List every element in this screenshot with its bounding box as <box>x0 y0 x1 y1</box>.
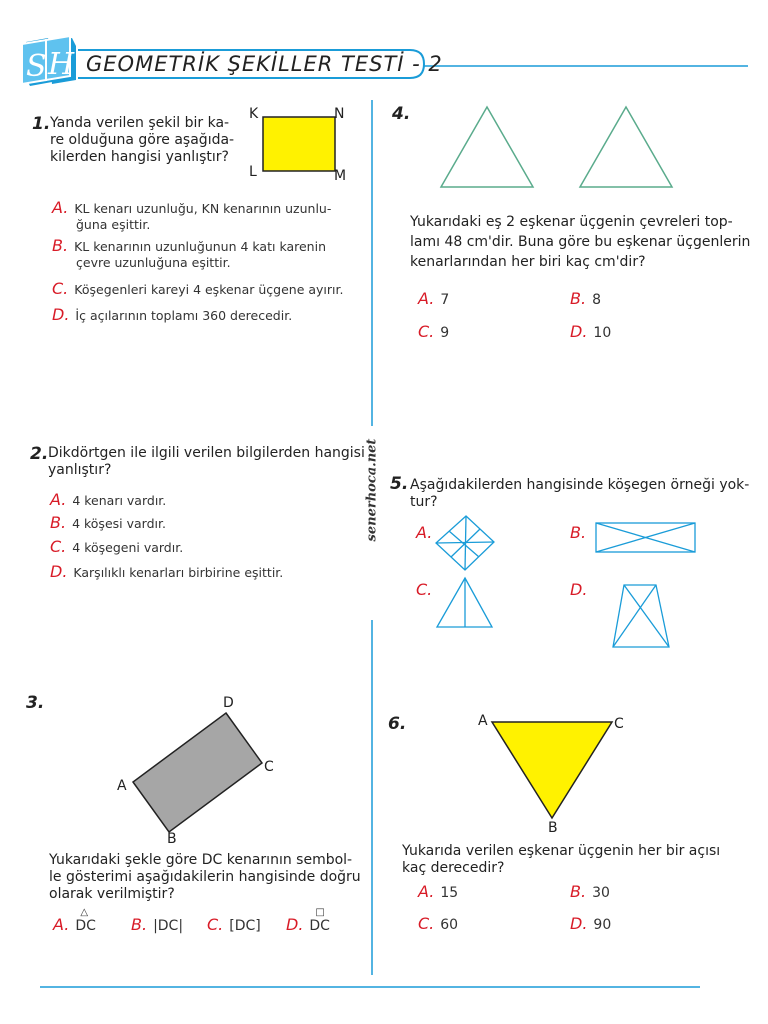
option-b[interactable]: B. 4 köşesi vardır. <box>50 513 166 532</box>
option-d[interactable]: D. 90 <box>570 914 612 933</box>
option-d[interactable]: D. İç açılarının toplamı 360 derecedir. <box>52 305 293 324</box>
vertex-label-c: C <box>614 716 624 732</box>
vertex-label-m: M <box>334 168 347 184</box>
page-title: GEOMETRİK ŞEKİLLER TESTİ - 2 <box>86 52 443 76</box>
question-text: Yukarıdaki eş 2 eşkenar üçgenin çevreleri top- lamı 48 cm'dir. Buna göre bu eşkenar üçgenlerin kenarlarından her biri kaç cm'dir? <box>410 214 751 270</box>
option-c[interactable]: C. 60 <box>418 914 459 933</box>
question-text: Yukarıda verilen eşkenar üçgenin her bir açısı kaç derecedir? <box>402 843 721 876</box>
svg-text:S: S <box>26 49 47 84</box>
option-c[interactable]: C. [DC] <box>207 915 261 934</box>
vertex-label-b: B <box>167 831 177 847</box>
option-b[interactable]: B. |DC| <box>131 915 184 934</box>
option-d[interactable]: D. <box>570 580 588 599</box>
question-number: 3. <box>26 693 45 713</box>
option-a[interactable]: A. <box>416 523 433 542</box>
question-text: Yanda verilen şekil bir ka- re olduğuna göre aşağıda- kilerden hangisi yanlıştır? <box>50 115 235 165</box>
option-c[interactable]: C. 9 <box>418 322 450 341</box>
square-symbol-icon: □ <box>315 907 325 918</box>
option-a[interactable]: A. 7 <box>418 289 450 308</box>
triangle-symbol-icon: △ <box>80 907 89 918</box>
option-c[interactable]: C. Köşegenleri kareyi 4 eşkenar üçgene ayırır. <box>52 279 344 298</box>
vertex-label-a: A <box>117 778 127 794</box>
option-b[interactable]: B. KL kenarının uzunluğunun 4 katı karenin çevre uzunluğuna eşittir. <box>52 236 326 270</box>
question-text: Yukarıdaki şekle göre DC kenarının sembol- le gösterimi aşağıdakilerin hangisinde doğru olarak verilmiştir? <box>49 852 361 902</box>
question-number: 1. <box>32 114 51 134</box>
option-a[interactable]: A. KL kenarı uzunluğu, KN kenarının uzunlu- ğuna eşittir. <box>52 198 332 232</box>
option-b[interactable]: B. 8 <box>570 289 601 308</box>
vertex-label-d: D <box>223 695 234 711</box>
question-number: 2. <box>30 444 49 464</box>
option-a[interactable]: A. 15 <box>418 882 459 901</box>
option-a[interactable]: A. △ DC <box>53 907 96 934</box>
vertex-label-l: L <box>249 164 257 180</box>
option-d[interactable]: D. Karşılıklı kenarları birbirine eşittir. <box>50 562 284 581</box>
question-number: 5. <box>390 474 409 494</box>
option-b[interactable]: B. 30 <box>570 882 610 901</box>
question-number: 4. <box>392 104 411 124</box>
option-c[interactable]: C. 4 köşegeni vardır. <box>50 537 184 556</box>
vertex-label-c: C <box>264 759 274 775</box>
option-c[interactable]: C. <box>416 580 433 599</box>
question-text: Aşağıdakilerden hangisinde köşegen örneği yok- tur? <box>410 477 750 510</box>
option-b[interactable]: B. <box>570 523 587 542</box>
vertex-label-b: B <box>548 820 558 836</box>
vertex-label-k: K <box>249 106 259 122</box>
option-a[interactable]: A. 4 kenarı vardır. <box>50 490 167 509</box>
question-text: Dikdörtgen ile ilgili verilen bilgilerden hangisi yanlıştır? <box>48 445 365 478</box>
svg-text:H: H <box>48 47 75 82</box>
vertex-label-n: N <box>334 106 345 122</box>
option-d[interactable]: D. □ DC <box>286 907 330 934</box>
vertex-label-a: A <box>478 713 488 729</box>
question-number: 6. <box>388 714 407 734</box>
option-d[interactable]: D. 10 <box>570 322 612 341</box>
watermark: senerhoca.net <box>364 438 380 542</box>
